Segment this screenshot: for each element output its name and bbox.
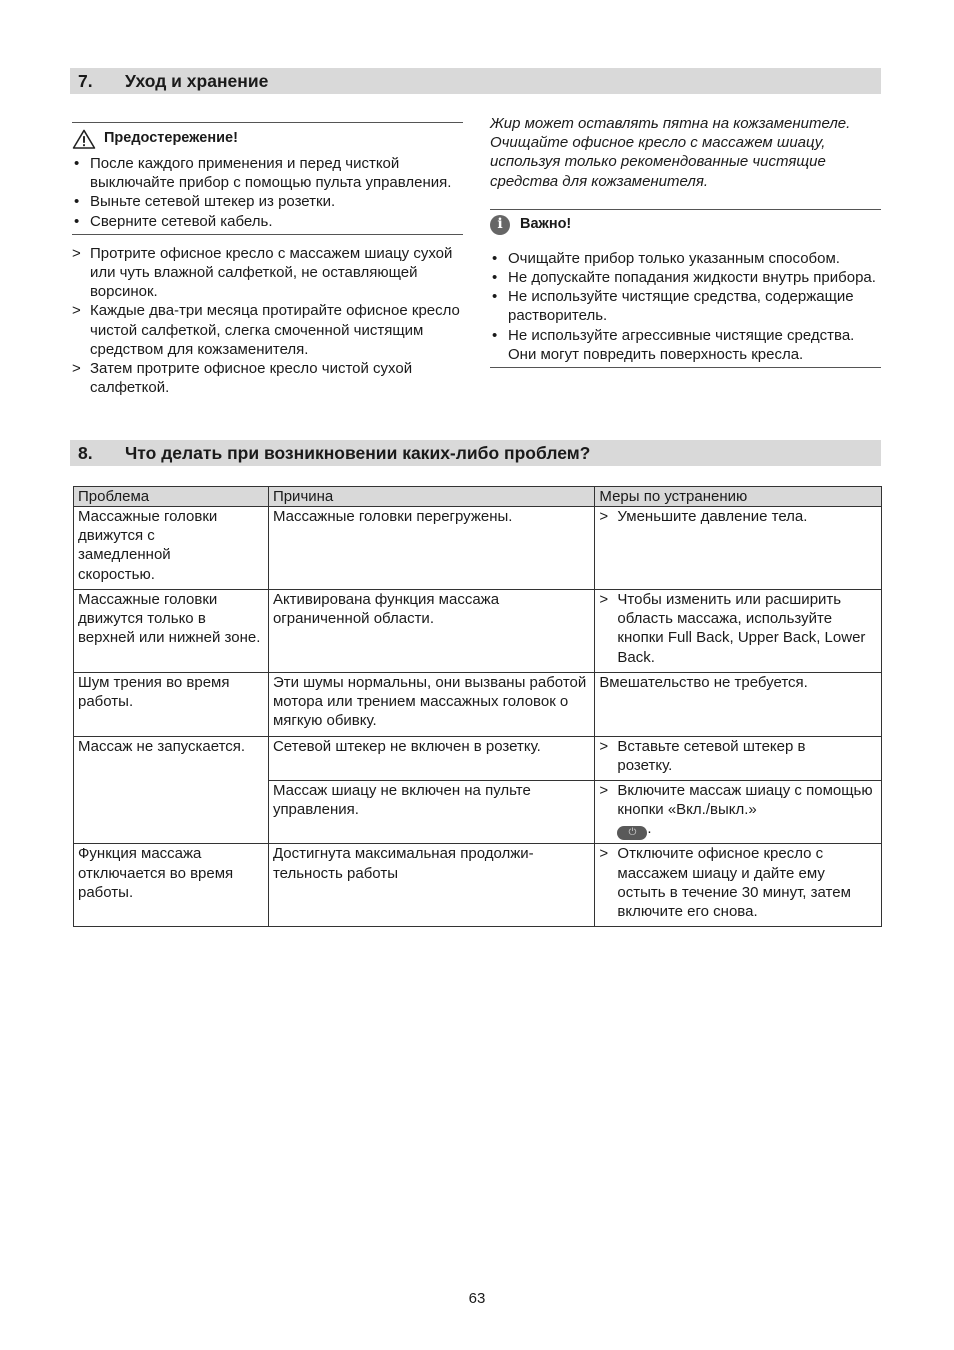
problem-cell: Шум трения во время работы. (74, 673, 269, 737)
warning-triangle-icon (72, 129, 96, 149)
arrow-marker: > (599, 845, 609, 863)
troubleshooting-table (73, 486, 882, 927)
divider (72, 122, 463, 123)
table-header-row (74, 487, 882, 507)
section-number: 7. (78, 71, 93, 91)
remedy-text: Включите массаж шиацу с помощью кнопки «Вкл./выкл.» (617, 782, 873, 819)
remedy-cell (595, 781, 882, 844)
list-item: • Не используйте чистящие средства, содержащие растворитель. (490, 287, 881, 325)
leather-note (490, 114, 881, 191)
cause-cell: Достигнута максимальная продолжи-тельность работы (268, 844, 594, 927)
problem-cell: Функция массажа отключается во время работы. (74, 844, 269, 927)
column-header: Проблема (74, 487, 269, 507)
arrow-marker: > (599, 738, 609, 755)
note-text: Жир может оставлять пятна на кожзаменителе. (490, 115, 851, 132)
problem-cell: Массажные головки движутся с замедленной скоростью. (74, 507, 269, 590)
table-row (74, 590, 882, 673)
important-extra: Они могут повредить поверхность кресла. (508, 345, 804, 363)
table-row (74, 844, 882, 927)
cause-cell: Массажные головки перегружены. (268, 507, 594, 590)
important-header (490, 215, 881, 235)
warning-list (72, 154, 463, 231)
list-item: • Не допускайте попадания жидкости внутрь прибора. (490, 268, 881, 287)
list-item: • Выньте сетевой штекер из розетки. (72, 192, 463, 211)
cause-cell: Массаж шиацу не включен на пульте управления. (268, 781, 594, 844)
note-text: Очищайте офисное кресло с массажем шиацу, используя только рекомендованные чистящие средства для кожзаменителя. (490, 134, 826, 190)
warning-title: Предостережение! (104, 130, 238, 147)
remedy-cell (595, 737, 882, 781)
power-button-icon: ⏻ (617, 826, 647, 840)
section-number: 8. (78, 443, 93, 463)
list-item: • Не используйте агрессивные чистящие средства. (490, 326, 881, 345)
table-row (74, 507, 882, 590)
list-item: > Протрите офисное кресло с массажем шиацу сухой или чуть влажной салфеткой, не оставляющей ворсинок. (72, 244, 463, 302)
list-item: • После каждого применения и перед чисткой выключайте прибор с помощью пульта управления. (72, 154, 463, 192)
list-item: • Очищайте прибор только указанным способом. (490, 249, 881, 268)
important-title: Важно! (520, 216, 572, 233)
divider (490, 367, 881, 368)
cleaning-steps (72, 244, 463, 398)
remedy-text: Отключите офисное кресло с массажем шиацу и дайте ему остыть в течение 30 минут, затем включите его снова. (617, 845, 851, 921)
section-8-header (70, 440, 881, 466)
warning-header (72, 129, 463, 149)
column-header: Причина (268, 487, 594, 507)
cause-cell: Эти шумы нормальны, они вызваны работой мотора или трением массажных головок о мягкую обивку. (268, 673, 594, 737)
list-item: • Сверните сетевой кабель. (72, 212, 463, 231)
section-7-header (70, 68, 881, 94)
section-title: Что делать при возникновении каких-либо проблем? (125, 443, 591, 463)
column-header: Меры по устранению (595, 487, 882, 507)
important-list (490, 249, 881, 345)
problem-cell: Массаж не запускается. (74, 737, 269, 844)
list-item: > Затем протрите офисное кресло чистой сухой салфеткой. (72, 359, 463, 397)
table-row (74, 673, 882, 737)
arrow-marker: > (599, 508, 609, 525)
table-row (74, 737, 882, 781)
remedy-cell (595, 844, 882, 927)
remedy-text: Уменьшите давление тела. (617, 508, 808, 525)
period: . (647, 820, 652, 838)
right-column (490, 114, 881, 368)
arrow-marker: > (599, 782, 609, 799)
remedy-cell (595, 590, 882, 673)
info-icon: i (490, 215, 510, 235)
remedy-cell (595, 507, 882, 590)
cause-cell: Активирована функция массажа ограниченной области. (268, 590, 594, 673)
section-title: Уход и хранение (125, 71, 269, 91)
arrow-marker: > (599, 591, 609, 608)
remedy-text: Чтобы изменить или расширить область массажа, используйте кнопки Full Back, Upper Back, Lower Back. (617, 591, 866, 666)
remedy-text: Вставьте сетевой штекер в розетку. (617, 738, 806, 775)
problem-cell: Массажные головки движутся только в верхней или нижней зоне. (74, 590, 269, 673)
cause-cell: Сетевой штекер не включен в розетку. (268, 737, 594, 781)
list-item: > Каждые два-три месяца протирайте офисное кресло чистой салфеткой, слегка смоченной чистящим средством для кожзаменителя. (72, 301, 463, 359)
divider (72, 234, 463, 235)
divider (490, 209, 881, 210)
left-column (72, 122, 463, 397)
remedy-cell: Вмешательство не требуется. (595, 673, 882, 737)
page-number: 63 (468, 1290, 486, 1307)
